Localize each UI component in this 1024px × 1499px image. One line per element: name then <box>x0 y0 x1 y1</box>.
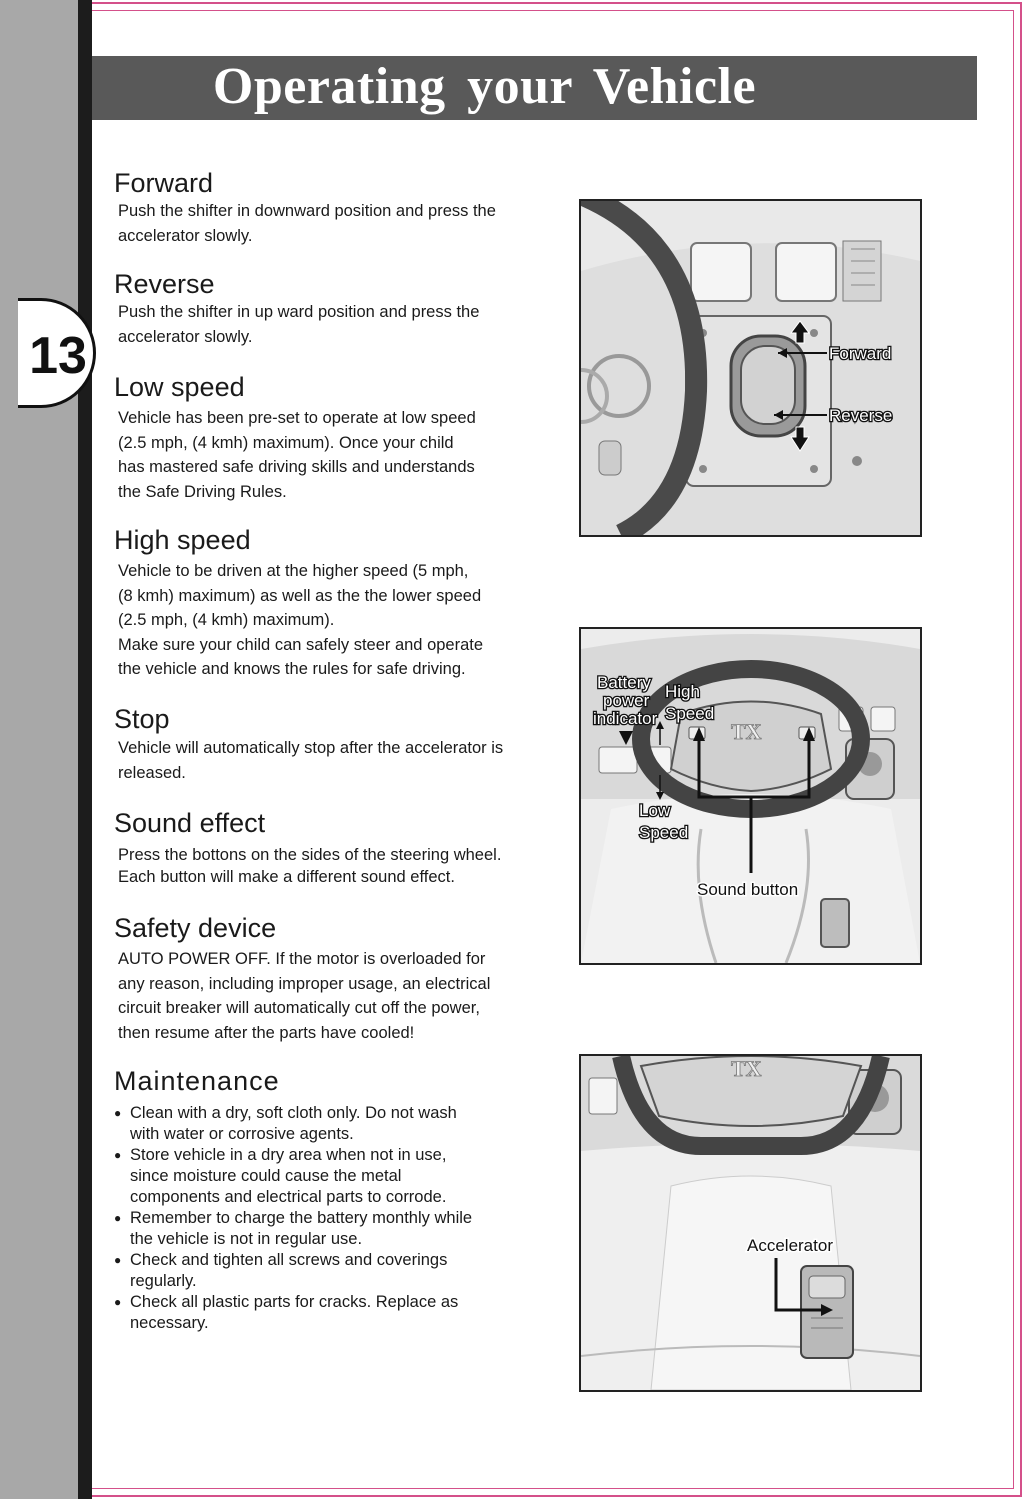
paragraph-sound-effect <box>118 844 538 888</box>
text-line: regularly. <box>130 1272 197 1290</box>
text-line: ● Store vehicle in a dry area when not in use, <box>130 1146 447 1164</box>
text-line: Each button will make a different sound effect. <box>118 868 455 886</box>
text-line: Make sure your child can safely steer and operate <box>118 635 484 654</box>
shifter-photo <box>579 199 922 537</box>
text-line: the vehicle is not in regular use. <box>130 1230 363 1248</box>
paragraph-stop <box>118 736 538 785</box>
side-band-black <box>78 0 92 1499</box>
paragraph-safety-device <box>118 947 538 1045</box>
page-number: 13 <box>29 327 87 385</box>
paragraph-low-speed <box>118 406 538 504</box>
accelerator-photo <box>579 1054 922 1392</box>
list-item <box>114 1250 534 1292</box>
text-line: Vehicle to be driven at the higher speed (5 mph, <box>118 562 469 580</box>
text-line: then resume after the parts have cooled! <box>118 1023 415 1042</box>
list-item <box>114 1292 534 1334</box>
text-line: necessary. <box>130 1314 209 1332</box>
text-line: Press the bottons on the sides of the steering wheel. <box>118 846 502 864</box>
list-item <box>114 1208 534 1250</box>
forward-callout: Forward <box>829 344 892 363</box>
steering-wheel-illustration <box>581 629 920 963</box>
text-line: accelerator slowly. <box>118 226 253 245</box>
accelerator-callout: Accelerator <box>747 1236 833 1255</box>
text-line: (2.5 mph, (4 kmh) maximum). <box>118 611 335 629</box>
reverse-callout: Reverse <box>829 406 893 425</box>
text-line: ● Check and tighten all screws and coverings <box>130 1251 448 1269</box>
pedal-wheel-logo: TX <box>731 1056 762 1081</box>
text-line: the Safe Driving Rules. <box>118 482 287 501</box>
battery-callout-line1: Battery <box>597 673 651 692</box>
heading-maintenance: Maintenance <box>114 1066 280 1096</box>
heading-low-speed: Low speed <box>114 372 245 402</box>
text-line: AUTO POWER OFF. If the motor is overloaded for <box>118 950 486 968</box>
paragraph-reverse <box>118 300 538 349</box>
text-line: has mastered safe driving skills and understands <box>118 458 475 476</box>
sound-button-callout: Sound button <box>697 880 799 899</box>
text-line: Push the shifter in up ward position and press the <box>118 303 480 321</box>
heading-safety-device: Safety device <box>114 913 277 943</box>
text-line: accelerator slowly. <box>118 327 253 346</box>
low-speed-callout-line2: Speed <box>639 823 689 842</box>
text-line: Push the shifter in downward position and press the <box>118 202 496 220</box>
text-line: ● Check all plastic parts for cracks. Replace as <box>130 1293 459 1311</box>
list-item <box>114 1103 534 1145</box>
shifter-illustration <box>581 201 920 535</box>
list-item <box>114 1145 534 1208</box>
low-speed-callout-line1: Low <box>639 801 671 820</box>
side-band-gray <box>0 0 78 1499</box>
text-line: with water or corrosive agents. <box>130 1125 354 1143</box>
text-line: components and electrical parts to corrode. <box>130 1188 447 1206</box>
text-line: Vehicle has been pre-set to operate at low speed <box>118 409 476 427</box>
heading-forward: Forward <box>114 168 214 198</box>
accelerator-illustration <box>581 1056 920 1390</box>
text-line: circuit breaker will automatically cut off the power, <box>118 999 480 1017</box>
steering-wheel-photo <box>579 627 922 965</box>
high-speed-callout-line2: Speed <box>665 704 715 723</box>
text-line: ● Remember to charge the battery monthly while <box>130 1209 473 1227</box>
battery-callout-line2: power <box>603 691 650 710</box>
text-line: any reason, including improper usage, an electrical <box>118 974 491 993</box>
text-line: (8 kmh) maximum) as well as the the lower speed <box>118 586 482 605</box>
heading-stop: Stop <box>114 704 170 734</box>
text-line: the vehicle and knows the rules for safe driving. <box>118 660 466 678</box>
wheel-logo: TX <box>731 719 762 744</box>
maintenance-list <box>114 1103 534 1334</box>
heading-high-speed: High speed <box>114 525 251 555</box>
paragraph-forward <box>118 199 538 248</box>
text-line: Vehicle will automatically stop after the accelerator is <box>118 739 504 757</box>
text-line: since moisture could cause the metal <box>130 1167 402 1185</box>
text-line: (2.5 mph, (4 kmh) maximum). Once your child <box>118 433 454 452</box>
text-line: released. <box>118 763 186 782</box>
battery-callout-line3: indicator <box>593 709 658 728</box>
heading-sound-effect: Sound effect <box>114 808 266 838</box>
text-line: ● Clean with a dry, soft cloth only. Do not wash <box>130 1104 457 1122</box>
heading-reverse: Reverse <box>114 269 215 299</box>
paragraph-high-speed <box>118 559 538 682</box>
page-title: Operating your Vehicle <box>212 58 757 115</box>
high-speed-callout-line1: High <box>665 682 700 701</box>
